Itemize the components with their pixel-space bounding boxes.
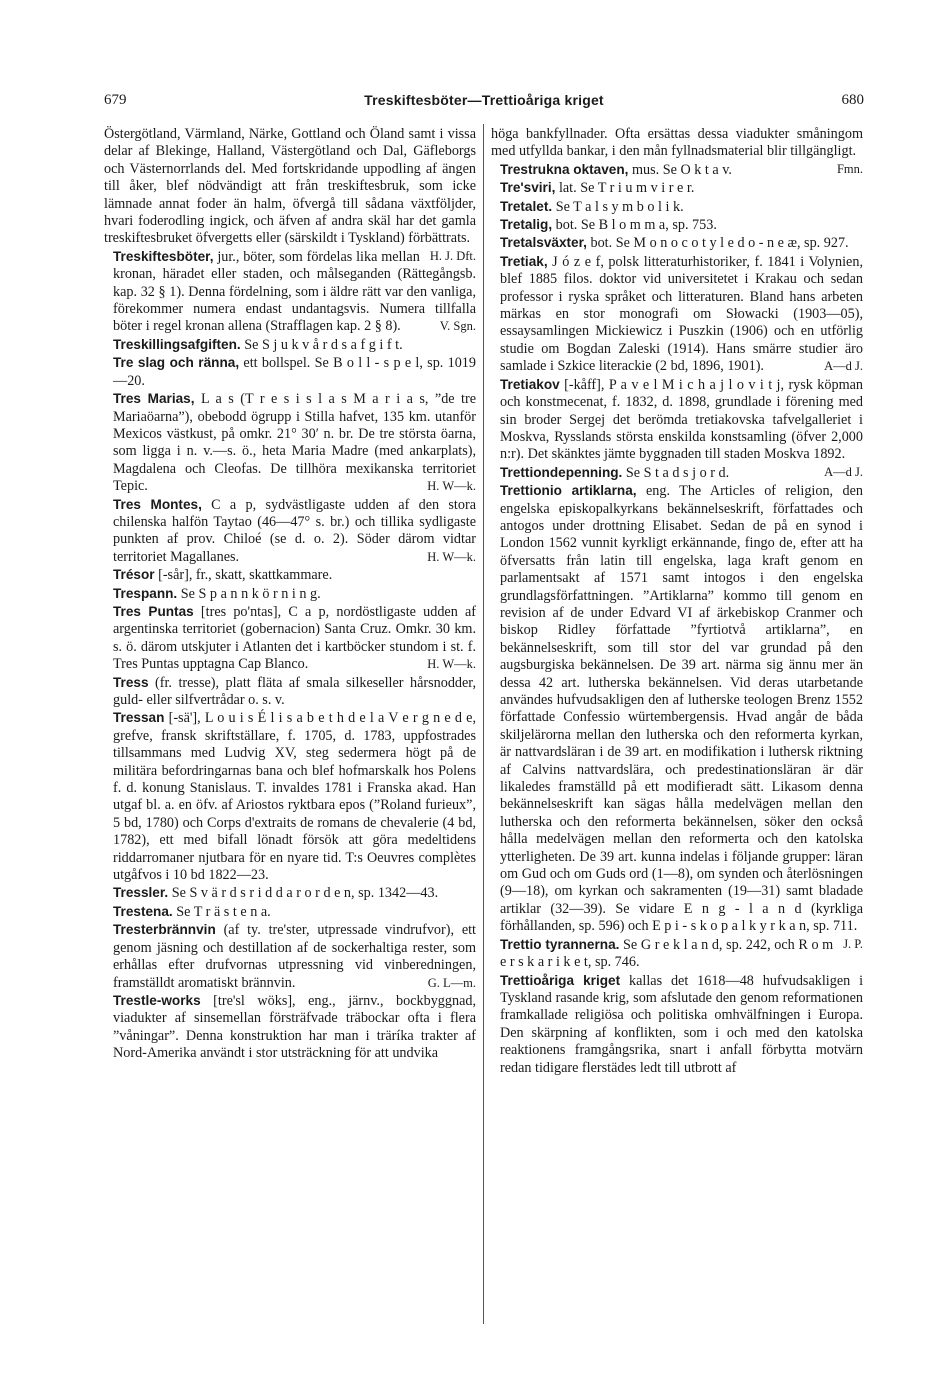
entry-text: ett bollspel. Se B o l l - s p e l, sp. 1019—20. <box>113 355 476 389</box>
left-column <box>104 126 476 1361</box>
page-number-right: 680 <box>841 92 864 108</box>
page-number-left: 679 <box>104 92 127 108</box>
entry-text: Se G r e k l a n d, sp. 242, och R o m e r s k a r i k e t, sp. 746. <box>500 936 834 971</box>
column-divider <box>483 124 484 1324</box>
entry-text: [tre'sl wöks], eng., järnv., bockbyggnad, viadukter af sinsemellan försträfvade träbockar ofta i flera ”våningar”. Denna konstruktion har man i träríka trakter af Nord-Amerika användt i stor utsträckning för att undvika <box>113 992 476 1062</box>
entry-headword: Trespann. <box>113 585 178 601</box>
entry-headword: Tres Montes, <box>113 496 202 512</box>
entry-headword: Tretiakov <box>500 376 560 392</box>
dictionary-entry <box>104 674 476 710</box>
entry-headword: Tretalig, <box>500 217 553 233</box>
author-signature: H. W—k. <box>427 657 476 672</box>
author-signature: H. J. Dft. <box>429 248 476 263</box>
dictionary-entry <box>491 936 863 972</box>
entry-headword: Trettiondepenning. <box>500 464 623 480</box>
entry-headword: Tretalsväxter, <box>500 235 587 251</box>
entry-headword: Trettio tyrannerna. <box>500 936 620 952</box>
entry-text: (af ty. tre'ster, utpressade vindrufvor), ett genom jäsning och destillation af de sockerhaltiga rester, som erhållas efter drufvornas utpressning vid vinberedningen, framställdt aromatiskt brännvin. <box>113 922 476 991</box>
entry-text: kallas det 1618—48 hufvudsakligen i Tyskland rasande krig, som afslutade den genom reformationen framkallade religiösa och politiska omhvälfningen i Europa. Den skärpning af konflikten, som i och med den katolska reaktionens framgångsrika, snart i anfall förbytta motvärn redan tidigare flerstädes ledt till utbrott af <box>500 972 863 1076</box>
entry-text: Se S j u k v å r d s a f g i f t. <box>244 336 403 353</box>
entry-text: [tres po'ntas], C a p, nordöstligaste udden af argentinska territoriet (gobernacion) Santa Cruz. Omkr. 30 km. s. ö. därom utskjuter i Atlanten det i kartböcker stundom i st. f. Tres Puntas upptagna Cap Blanco. <box>113 603 476 673</box>
entry-headword: Tre slag och ränna, <box>113 355 240 371</box>
entry-text: Se T a l s y m b o l i k. <box>555 198 684 215</box>
entry-text: Se S p a n n k ö r n i n g. <box>180 585 321 602</box>
entry-headword: Treskillingsafgiften. <box>113 336 241 352</box>
entry-headword: Trestena. <box>113 903 173 919</box>
author-signature: A—d J. <box>824 359 863 374</box>
dictionary-entry <box>104 884 476 902</box>
entry-headword: Trestle-works <box>113 992 201 1008</box>
entry-text: mus. Se O k t a v. <box>631 161 732 178</box>
entry-headword: Tre'sviri, <box>500 180 556 196</box>
dictionary-entry <box>491 216 863 234</box>
entry-text: eng. The Articles of religion, den engelska episkopalkyrkans bekännelseskrift, författades och antogos under drottning Elisabet. Sedan de på en synod i London 1562 vunnit kyrkligt erkännande, fingo de, efter att ha öfversatts från latin till engelska, laga kraft genom en parlamentsakt af 1571 samt intogos i den engelska grundlagsförfattningen. ”Artiklarna” kommo till genom en revision af de under Edvard VI af ärkebiskop Cranmer och biskop Ridley författade ”fyrtiotvå artiklarna”, en bekännelseskrift, som till stor del var grundad på den augsburgiska bekännelsen. De 39 art. närma sig ännu mer än dessa 42 art. lutherska bekännelsen. Vid deras utarbetande användes hufvudsakligen den af lutherske teologen Brenz 1552 författade Confessio würtembergensis. Hvad angår de båda skiljelärorna mellan den lutherska och den reformerta kyrkan, är nattvardsläran i de 39 art. en modifikation i luthersk riktning af Calvins nattvardslära, och predestinationsläran är där likaledes framställd på ett modifieradt sätt. Likasom denna bekännelseskrift kan sägas hålla medelvägen mellan den lutherska och den reformerta bekännelsen, söker den också hålla medelvägen mellan den reformerta och den katolska ytterligheten. De 39 art. kunna indelas i följande grupper: läran om Gud och om Guds ord (1—8), om synden och återlösningen (9—18), om kyrkan och sakramenten (19—31) samt bladade artiklar (32—39). Se vidare E n g - l a n d (kyrkliga förhållanden, sp. 596) och E p i - s k o p a l k y r k a n, sp. 711. <box>500 483 863 935</box>
entry-text: bot. Se B l o m m a, sp. 753. <box>555 217 717 234</box>
entry-headword: Tres Puntas <box>113 603 194 619</box>
dictionary-entry <box>491 234 863 252</box>
entry-text: [-sår], fr., skatt, skattkammare. <box>158 567 333 584</box>
dictionary-entry <box>104 336 476 354</box>
page-header <box>104 92 864 114</box>
author-signature: V. Sgn. <box>439 319 476 334</box>
entry-text: bot. Se M o n o c o t y l e d o - n e æ, sp. 927. <box>590 235 849 252</box>
dictionary-entry <box>491 972 863 1077</box>
dictionary-entry <box>104 992 476 1063</box>
running-title: Treskiftesböter—Trettioåriga kriget <box>364 92 604 108</box>
dictionary-entry <box>491 179 863 197</box>
dictionary-entry <box>104 921 476 992</box>
dictionary-entry <box>491 198 863 216</box>
entry-headword: Tressan <box>113 710 165 726</box>
entry-headword: Trettionio artiklarna, <box>500 483 637 499</box>
entry-text: [-sä'], L o u i s É l i s a b e t h d e l a V e r g n e d e, grefve, fransk skriftställare, f. 1705, d. 1783, uppfostrades tillsammans med Ludvig XV, steg sedermera högt på de militära befordringarnas bana och blef hofmarskalk hos Polens f. d. konung Stanislaus. T. invaldes 1781 i Franska akad. Han utgaf bl. a. en öfv. af Ariostos ryktbara epos (”Roland furieux”, 5 bd, 1780) och Corps d'extraits de romans de chevalerie (4 bd, 1782), ett med bifall lönadt försök att göra medeltidens riddarromaner njutbara för en nyare tid. T:s Oeuvres complètes utgåfvos i 10 bd 1822—23. <box>113 710 476 884</box>
entry-headword: Trestrukna oktaven, <box>500 161 629 177</box>
author-signature: Fmn. <box>836 161 863 176</box>
entry-headword: Tretiak, <box>500 253 548 269</box>
entry-headword: Tressler. <box>113 885 169 901</box>
entry-text: Östergötland, Värmland, Närke, Gottland och Öland samt i vissa delar af Blekinge, Halland, Västergötland och Dal, Gäfleborgs och Västernorrlands del. Med fortskridande uppodling af ängen till åker, blef nödvändigt att från treskiftesbruk, som icke lämnade annat foder än halm, öfvergå till sådana växtföljder, hvari foderodling ingick, och äfven af andra skäl har det gamla treskiftesbruket öfvergetts eller (särskildt i Tyskland) förbättrats. <box>104 126 476 247</box>
author-signature: G. L—m. <box>427 975 476 990</box>
entry-text: Se S v ä r d s r i d d a r o r d e n, sp. 1342—43. <box>171 885 439 902</box>
dictionary-entry <box>491 161 863 179</box>
entry-text: lat. Se T r i u m v i r e r. <box>558 180 695 197</box>
author-signature: H. W—k. <box>427 479 476 494</box>
dictionary-entry <box>104 248 476 336</box>
author-signature: H. W—k. <box>427 549 476 564</box>
right-column <box>491 126 863 1361</box>
entry-text: Se T r ä s t e n a. <box>176 903 271 920</box>
dictionary-entry <box>491 253 863 376</box>
entry-headword: Trésor <box>113 567 155 583</box>
entry-text: jur., böter, som fördelas lika mellan kronan, häradet eller staden, och målseganden (Rättegångsb. kap. 32 § 1). Denna fördelning, som i äldre rätt var den vanliga, förekommer numera endast undantagsvis. Numera tillfalla böter i regel kronan allena (Strafflagen kap. 2 § 8). <box>113 248 476 335</box>
entry-text: J ó z e f, polsk litteraturhistoriker, f. 1841 i Volynien, blef 1885 filos. doktor vid universitetet i Krakau och sedan professor i ryska språket och litteraturen. Bland hans arbeten märkas en stor monografi om Słowacki (1903—05), essaysamlingen Mickiewicz i Puszkin (1906) och en utförlig studie om Bogdan Zaleski (1914). Hans smärre studier äro samlade i Szkice literackie (2 bd, 1896, 1901). <box>500 253 863 375</box>
dictionary-entry <box>104 603 476 674</box>
entry-headword: Trettioåriga kriget <box>500 972 621 988</box>
entry-text: L a s (T r e s i s l a s M a r i a s, ”de tre Mariaöarna”), obebodd ögrupp i Stilla hafvet, 135 km. utanför Mexicos västkust, på omkr. 21° 30′ n. br. De tre största öarna, som ligga i n. v.—s. ö., heta Maria Madre (med ankarplats), Magdalena och Cleofas. De tillhöra mexikanska territoriet Tepic. <box>113 391 476 495</box>
entry-headword: Treskiftesböter, <box>113 248 214 264</box>
entry-text: C a p, sydvästligaste udden af den stora chilenska halfön Taytao (46—47° s. br.) och tillika sydligaste punkten af prov. Chiloé (se d. o. 2). Söder därom vidtar territoriet Magallanes. <box>113 496 476 565</box>
entry-headword: Tres Marias, <box>113 391 195 407</box>
dictionary-entry <box>104 585 476 603</box>
entry-text: (fr. tresse), platt fläta af smala silkeseller hårsnodder, guld- eller silfvertrådar o. s. v. <box>113 674 476 708</box>
entry-headword: Tress <box>113 674 149 690</box>
entry-text: [-kåff], P a v e l M i c h a j l o v i t j, rysk köpman och konstmecenat, f. 1832, d. 1898, grundlade i förening med sin broder Sergej det berömda tretiakovska tafvelgalleriet i Moskva, Rysslands största enskilda konstsamling (öfver 2,000 n:r). Det skänktes jämte byggnaden till staden Moskva 1892. <box>500 376 863 463</box>
entry-headword: Tretalet. <box>500 198 553 214</box>
dictionary-entry <box>491 464 863 482</box>
dictionary-entry <box>104 566 476 584</box>
dictionary-entry <box>104 903 476 921</box>
entry-text: höga bankfyllnader. Ofta ersättas dessa viadukter småningom med utfyllda bankar, i den mån fyllnadsmaterial blir tillgängligt. <box>491 126 863 160</box>
dictionary-entry <box>104 709 476 884</box>
dictionary-entry <box>104 354 476 390</box>
entry-headword: Tresterbrännvin <box>113 922 216 938</box>
author-signature: A—d J. <box>824 464 863 479</box>
dictionary-entry <box>104 496 476 567</box>
dictionary-entry <box>104 390 476 495</box>
author-signature: J. P. <box>843 936 863 951</box>
entry-text: Se S t a d s j o r d. <box>625 464 730 481</box>
